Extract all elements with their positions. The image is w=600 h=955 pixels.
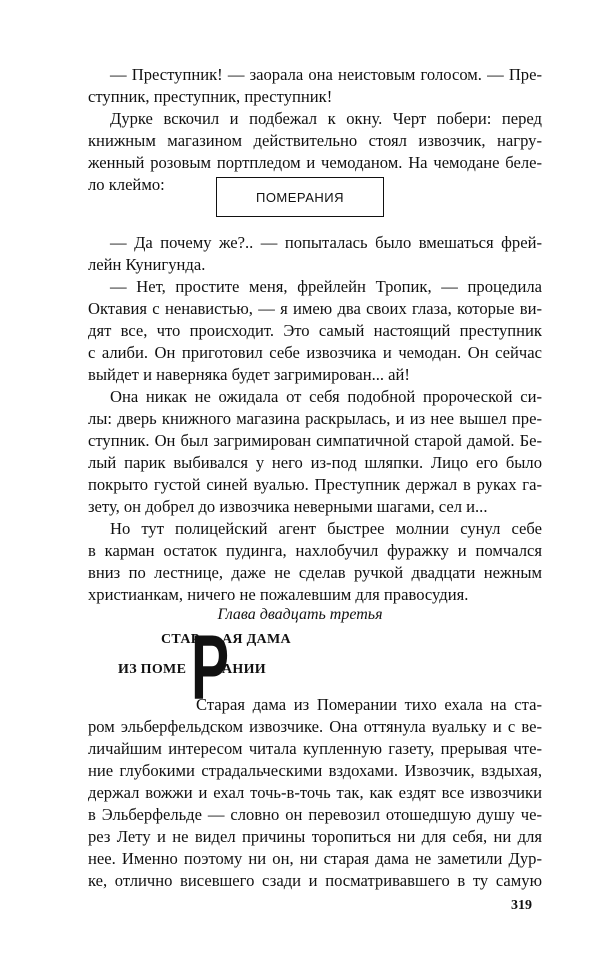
text-line: Старая дама из Померании тихо ехала на ста-	[196, 695, 542, 714]
text-line: держал вожжи и ехал точь-в-точь так, как ездят все извозчики	[88, 783, 542, 802]
text-line: ло клеймо:	[88, 175, 165, 194]
text-line: в Эльберфельде — словно он перевозил отошедшую душу че-	[88, 805, 542, 824]
text-line: Дурке вскочил и подбежал к окну. Черт побери: перед	[110, 109, 542, 128]
text-line: покрыто густой синей вуалью. Преступник держал в руках га-	[88, 475, 542, 494]
text-line: ние глубокими страдальческими вздохами. Извозчик, вздыхая,	[88, 761, 542, 780]
text-line: — Преступник! — заорала она неистовым голосом. — Пре-	[110, 65, 542, 84]
text-line: ке, отлично висевшего сзади и посматривавшего в ту самую	[88, 871, 542, 890]
text-line: женный розовым портпледом и чемоданом. На чемодане беле-	[88, 153, 542, 172]
text-line: с алиби. Он приготовил себе извозчика и чемодан. Он сейчас	[88, 343, 542, 362]
text-line: христианкам, ничего не пожалевшим для правосудия.	[88, 585, 469, 604]
chapter-label: Глава двадцать третья	[217, 606, 383, 623]
text-line: — Да почему же?.. — попыталась было вмешаться фрей-	[110, 233, 542, 252]
chapter-title-line1-end: АЯ ДАМА	[222, 632, 291, 647]
text-line: лейн Кунигунда.	[88, 255, 206, 274]
text-line: — Нет, простите меня, фрейлейн Тропик, — процедила	[110, 277, 542, 296]
text-line: нее. Именно поэтому ни он, ни старая дама не заметили Дур-	[88, 849, 542, 868]
text-line: вниз по лестнице, даже не сделав ручкой двадцати нежным	[88, 563, 542, 582]
text-line: лы: дверь книжного магазина раскрылась, и из нее вышел пре-	[88, 409, 542, 428]
text-line: лый парик выбивался у него из-под шляпки. Лицо его было	[88, 453, 542, 472]
text-line: ступник. Он был загримирован симпатичной старой дамой. Бе-	[88, 431, 542, 450]
text-line: личайшим интересом читала купленную газету, прерывая чте-	[88, 739, 542, 758]
text-line: выйдет и наверняка будет загримирован... ай!	[88, 365, 410, 384]
text-line: рез Лету и не видел причины торопиться ни для себя, ни для	[88, 827, 542, 846]
text-line: ром эльберфельдском извозчике. Она оттянула вуальку и с ве-	[88, 717, 542, 736]
page-number: 319	[511, 898, 532, 913]
text-line: зету, он добрел до извозчика неверными шагами, сел и...	[88, 497, 488, 516]
stamp-text: ПОМЕРАНИЯ	[255, 189, 345, 205]
luggage-stamp-box	[216, 177, 384, 217]
drop-cap-letter: Р	[191, 617, 230, 719]
chapter-title-line2-end: АНИИ	[222, 662, 266, 677]
text-line: Но тут полицейский агент быстрее молнии сунул себе	[110, 519, 542, 538]
text-line: книжным магазином действительно стоял извозчик, нагру-	[88, 131, 542, 150]
text-line: дят все, что происходит. Это самый настоящий преступник	[88, 321, 542, 340]
text-line: Она никак не ожидала от себя подобной пророческой си-	[110, 387, 542, 406]
chapter-title-line1-start: СТАР	[161, 632, 200, 647]
chapter-title-line2-start: ИЗ ПОМЕ	[118, 662, 187, 677]
text-line: в карман остаток пудинга, нахлобучил фуражку и помчался	[88, 541, 542, 560]
text-line: ступник, преступник, преступник!	[88, 87, 333, 106]
text-line: Октавия с ненавистью, — я имею два своих глаза, которые ви-	[88, 299, 542, 318]
